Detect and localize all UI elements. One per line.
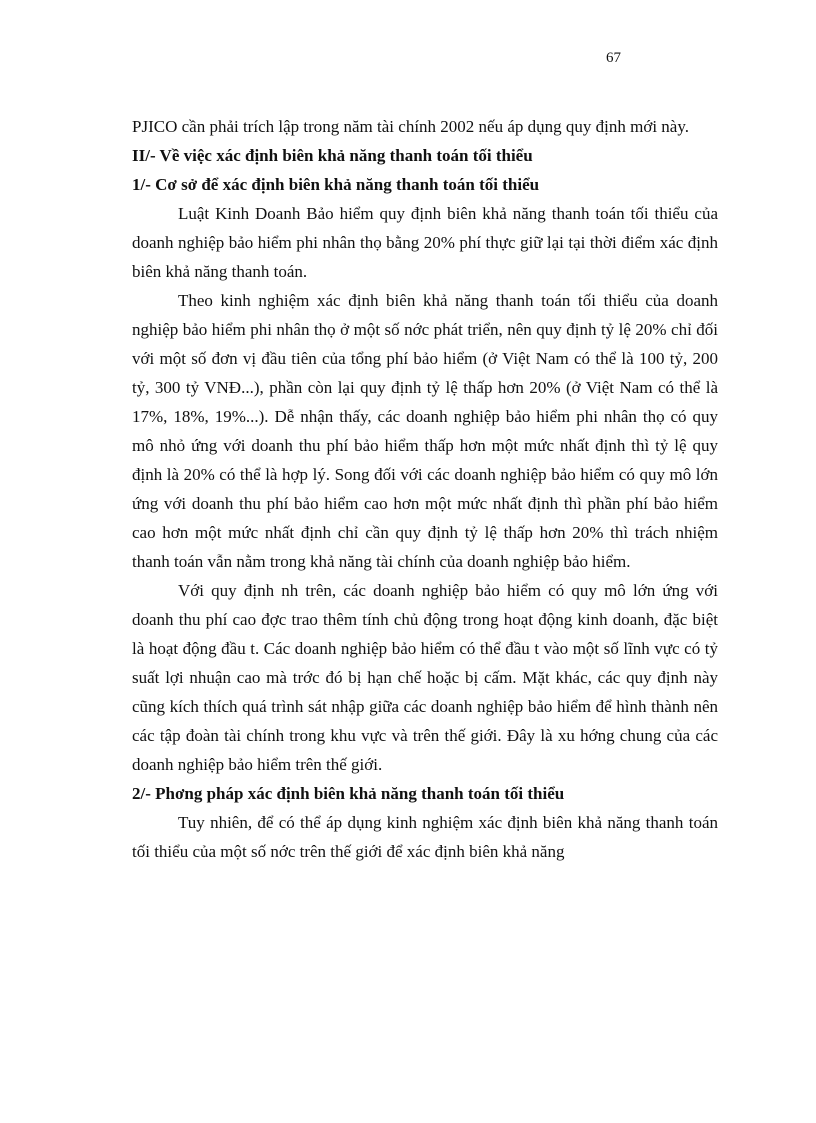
section-heading: II/- Về việc xác định biên khả năng thanh toán tối thiểu (132, 146, 533, 165)
intro-paragraph: PJICO cần phải trích lập trong năm tài chính 2002 nếu áp dụng quy định mới này. (132, 117, 689, 136)
paragraph-1: Luật Kinh Doanh Bảo hiểm quy định biên khả năng thanh toán tối thiểu của doanh nghiệp bảo hiểm phi nhân thọ bằng 20% phí thực giữ lại tại thời điểm xác định biên khả năng thanh toán. (132, 204, 718, 281)
page-number: 67 (606, 50, 621, 66)
paragraph-2: Theo kinh nghiệm xác định biên khả năng thanh toán tối thiểu của doanh nghiệp bảo hiểm phi nhân thọ ở một số nớc phát triển, nên quy định tỷ lệ 20% chỉ đối với một số đơn vị đầu tiên của tổng phí bảo hiểm (ở Việt Nam có thể là 100 tỷ, 200 tỷ, 300 tỷ VNĐ...), phần còn lại quy định tỷ lệ thấp hơn 20% (ở Việt Nam có thể là 17%, 18%, 19%...). Dễ nhận thấy, các doanh nghiệp bảo hiểm phi nhân thọ có quy mô nhỏ ứng với doanh thu phí bảo hiểm thấp hơn một mức nhất định thì tỷ lệ quy định là 20% có thể là hợp lý. Song đối với các doanh nghiệp bảo hiểm có quy mô lớn ứng với doanh thu phí bảo hiểm cao hơn một mức nhất định thì phần phí bảo hiểm cao hơn một mức nhất định chỉ cần quy định tỷ lệ thấp hơn 20% thì trách nhiệm thanh toán vẫn nằm trong khả năng tài chính của doanh nghiệp bảo hiểm. (132, 291, 718, 571)
document-body (132, 112, 718, 866)
paragraph-3: Với quy định nh trên, các doanh nghiệp bảo hiểm có quy mô lớn ứng với doanh thu phí cao đợc trao thêm tính chủ động trong hoạt động kinh doanh, đặc biệt là hoạt động đầu t. Các doanh nghiệp bảo hiểm có thể đầu t vào một số lĩnh vực có tỷ suất lợi nhuận cao mà trớc đó bị hạn chế hoặc bị cấm. Mặt khác, các quy định này cũng kích thích quá trình sát nhập giữa các doanh nghiệp bảo hiểm để hình thành nên các tập đoàn tài chính trong khu vực và trên thế giới. Đây là xu hớng chung của các doanh nghiệp bảo hiểm trên thế giới. (132, 581, 718, 774)
paragraph-4: Tuy nhiên, để có thể áp dụng kinh nghiệm xác định biên khả năng thanh toán tối thiểu của một số nớc trên thế giới để xác định biên khả năng (132, 813, 718, 861)
subsection-2-heading: 2/- Phơng pháp xác định biên khả năng thanh toán tối thiểu (132, 784, 565, 803)
subsection-1-heading: 1/- Cơ sở để xác định biên khả năng thanh toán tối thiểu (132, 175, 540, 194)
